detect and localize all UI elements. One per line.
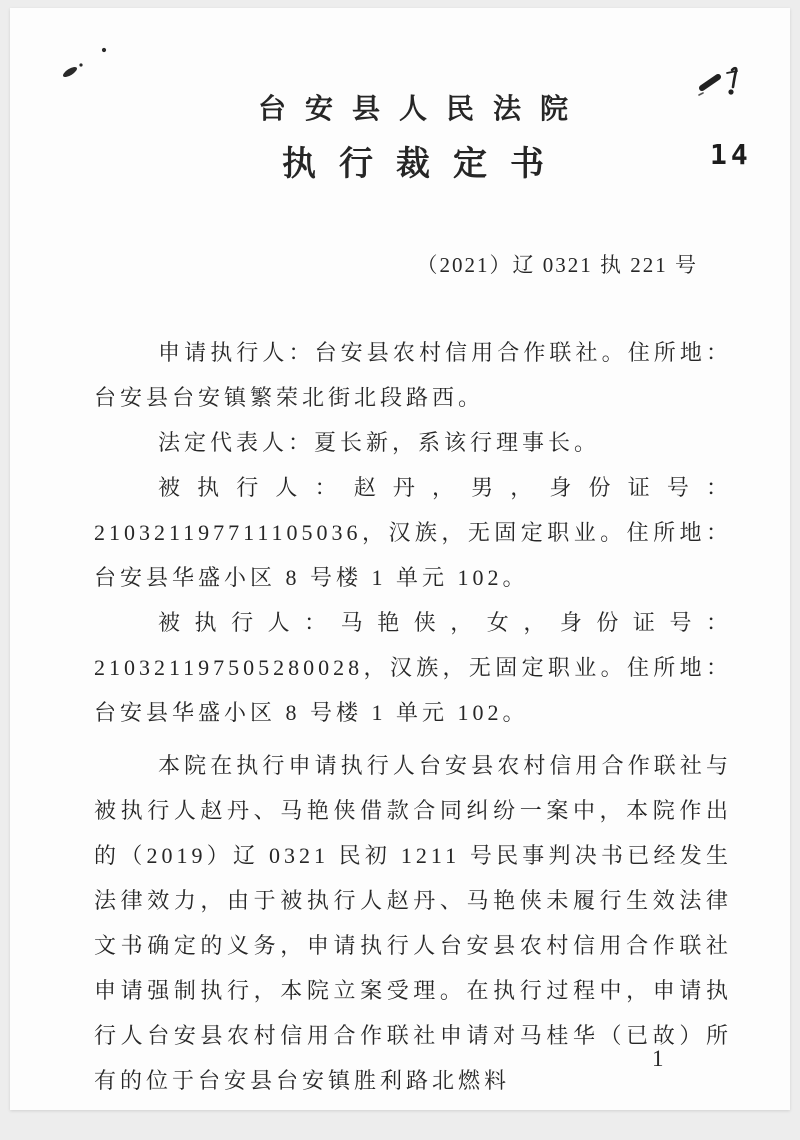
paragraph-applicant: 申请执行人：台安县农村信用合作联社。住所地：台安县台安镇繁荣北街北段路西。 — [94, 340, 732, 410]
document-body — [94, 330, 732, 1103]
footer-page-number: 1 — [652, 1046, 664, 1071]
court-name: 台安县人民法院 — [257, 94, 587, 125]
case-number: （2021）辽 0321 执 221 号 — [416, 253, 698, 277]
document-title: 执行裁定书 — [282, 146, 567, 183]
paragraph-respondent-mayanxia: 被执行人：马艳侠，女，身份证号：210321197505280028，汉族，无固定职业。住所地：台安县华盛小区 8 号楼 1 单元 102。 — [94, 610, 732, 725]
margin-page-stamp: 14 — [710, 138, 752, 171]
document-page — [10, 8, 790, 1110]
paragraph-case-narrative: 本院在执行申请执行人台安县农村信用合作联社与被执行人赵丹、马艳侠借款合同纠纷一案中，本院作出的（2019）辽 0321 民初 1211 号民事判决书已经发生法律效力，由于被执行人赵丹、马艳侠未履行生效法律文书确定的义务，申请执行人台安县农村信用合作联社申请强制执行，本院立案受理。在执行过程中，申请执行人台安县农村信用合作联社申请对马桂华（已故）所有的位于台安县台安镇胜利路北燃料 — [94, 753, 732, 1093]
document-content — [94, 8, 732, 1103]
paragraph-legal-representative: 法定代表人：夏长新，系该行理事长。 — [158, 430, 601, 455]
paragraph-respondent-zhaodan: 被执行人：赵丹，男，身份证号：210321197711105036，汉族，无固定职业。住所地：台安县华盛小区 8 号楼 1 单元 102。 — [94, 475, 732, 590]
